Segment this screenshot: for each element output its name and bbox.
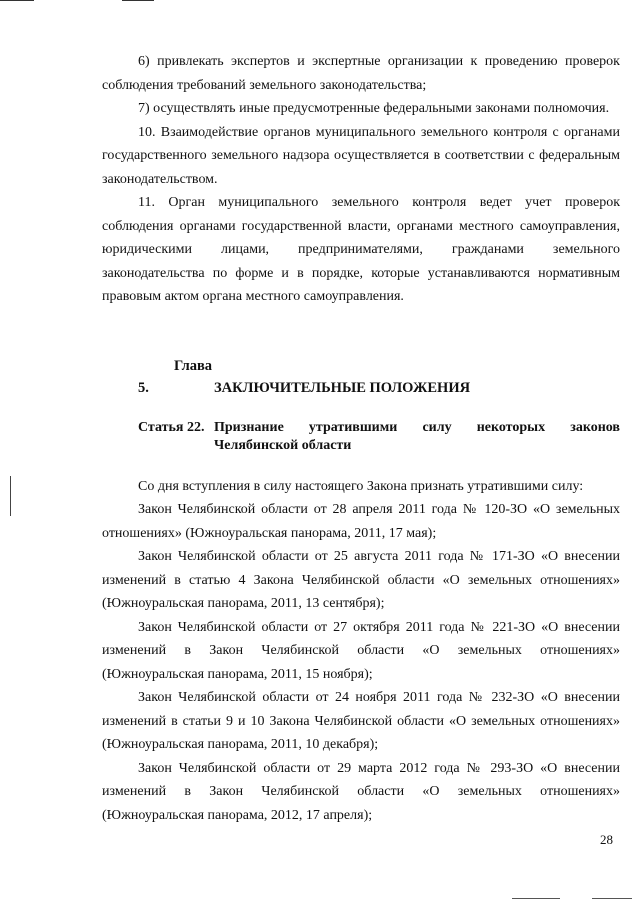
paragraph: 11. Орган муниципального земельного контроля ведет учет проверок соблюдения органами государственной власти, органами местного самоуправления, юридическими лицами, предпринимателями, гражданами земельного законодательства по форме и в порядке, которые устанавливаются нормативным правовым актом органа местного самоуправления. xyxy=(102,195,620,304)
scan-mark-top-left xyxy=(0,0,34,1)
paragraph: Закон Челябинской области от 29 марта 2012 года № 293-ЗО «О внесении изменений в Закон Челябинской области «О земельных отношениях» (Южноуральская панорама, 2012, 17 апреля); xyxy=(102,760,620,823)
paragraph: Закон Челябинской области от 24 ноября 2011 года № 232-ЗО «О внесении изменений в статьи 9 и 10 Закона Челябинской области «О земельных отношениях» (Южноуральская панорама, 2011, 10 декабря); xyxy=(102,690,620,752)
document-body xyxy=(102,50,620,827)
paragraph: Закон Челябинской области от 27 октября 2011 года № 221-ЗО «О внесении изменений в Закон Челябинской области «О земельных отношениях» (Южноуральская панорама, 2011, 15 ноября); xyxy=(102,619,620,682)
scan-mark-bottom xyxy=(512,898,560,899)
paragraph: 6) привлекать экспертов и экспертные организации к проведению проверок соблюдения требований земельного законодательства; xyxy=(102,54,620,93)
chapter-number: Глава 5. xyxy=(138,357,213,396)
paragraph: Со дня вступления в силу настоящего Закона признать утратившими силу: xyxy=(138,478,584,494)
paragraph: 7) осуществлять иные предусмотренные федеральными законами полномочия. xyxy=(138,101,610,116)
paragraph: Закон Челябинской области от 25 августа 2011 года № 171-ЗО «О внесении изменений в статью 4 Закона Челябинской области «О земельных отношениях» (Южноуральская панорама, 2011, 13 сентября); xyxy=(102,549,620,611)
paragraph: 10. Взаимодействие органов муниципального земельного контроля с органами государственного земельного надзора осуществляется в соответствии с федеральным законодательством. xyxy=(102,124,620,187)
article-number: Статья 22. xyxy=(138,419,205,435)
page-number: 28 xyxy=(600,832,613,847)
scan-mark-bottom-right xyxy=(592,898,632,899)
chapter-heading xyxy=(102,355,620,399)
article-title: Признание утратившими силу некоторых законов Челябинской области xyxy=(214,419,620,453)
paragraph: Закон Челябинской области от 28 апреля 2011 года № 120-ЗО «О земельных отношениях» (Южноуральская панорама, 2011, 17 мая); xyxy=(102,502,620,541)
scan-mark-top xyxy=(122,0,154,1)
article-heading xyxy=(102,419,620,455)
scan-mark-left xyxy=(10,476,11,516)
chapter-title: ЗАКЛЮЧИТЕЛЬНЫЕ ПОЛОЖЕНИЯ xyxy=(214,379,471,396)
